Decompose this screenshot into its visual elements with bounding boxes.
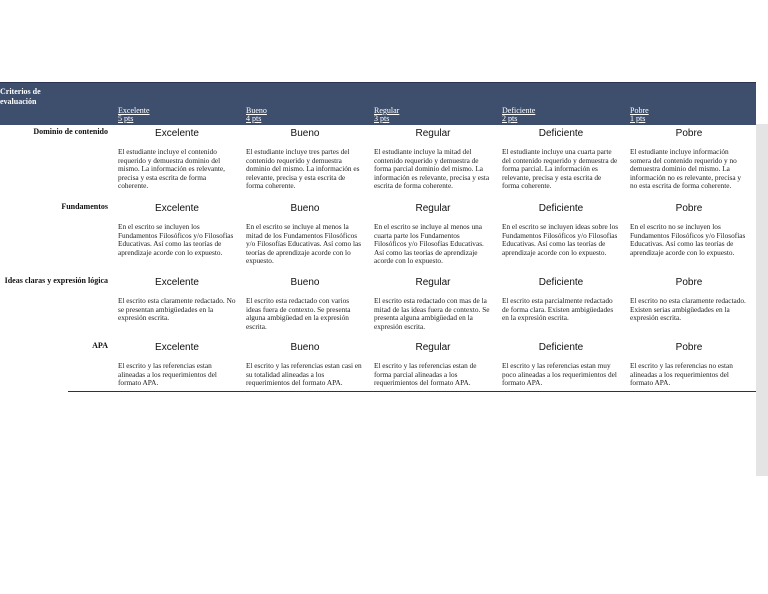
rating-cell[interactable] xyxy=(374,124,492,191)
rating-title: Deficiente xyxy=(538,342,584,353)
rating-title: Regular xyxy=(415,203,451,214)
rating-title: Regular xyxy=(415,342,451,353)
rating-cell[interactable] xyxy=(118,338,236,388)
rating-description: El estudiante incluye información somera del contenido requerido y no demuestra dominio del mismo. La información no es relevante, precisa y no esta escrita de forma coherente. xyxy=(630,147,742,191)
level-header-excelente xyxy=(118,107,228,123)
rating-description: En el escrito no se incluyen los Fundamentos Filosóficos y/o Filosofías Educativas. Así como las teorías de aprendizaje acorde con lo expuesto. xyxy=(630,222,746,257)
rating-title: Excelente xyxy=(155,203,199,214)
rating-description: En el escrito se incluye al menos la mitad de los Fundamentos Filosóficos y/o Filosofías Educativas. Así como las teorías de aprendizaje acorde con lo expuesto. xyxy=(246,222,362,266)
criteria-column-header: Criterios de evaluación xyxy=(0,87,41,106)
criterion-label: Fundamentos xyxy=(61,202,108,211)
rating-title: Regular xyxy=(415,277,451,288)
level-header-deficiente xyxy=(502,107,612,123)
rating-title: Pobre xyxy=(675,203,703,214)
rating-cell[interactable] xyxy=(630,273,748,323)
rating-cell[interactable] xyxy=(246,199,364,266)
rating-cell[interactable] xyxy=(246,273,364,331)
rating-title: Pobre xyxy=(675,277,703,288)
rating-cell[interactable] xyxy=(374,338,492,388)
level-header-bueno xyxy=(246,107,356,123)
rating-description: El escrito y las referencias estan alineadas a los requerimientos del formato APA. xyxy=(118,361,217,388)
level-points: 2 pts xyxy=(502,114,518,123)
rating-description: El escrito y las referencias estan muy poco alineadas a los requerimientos del formato APA. xyxy=(502,361,617,388)
table-bottom-border xyxy=(68,391,756,392)
level-header-regular xyxy=(374,107,484,123)
rating-cell[interactable] xyxy=(502,124,620,191)
rating-title: Excelente xyxy=(155,128,199,139)
rating-cell[interactable] xyxy=(502,338,620,388)
rating-title: Pobre xyxy=(675,342,703,353)
rating-title: Bueno xyxy=(290,277,320,288)
level-name: Deficiente xyxy=(502,106,536,115)
rating-cell[interactable] xyxy=(118,273,236,323)
level-header-pobre xyxy=(630,107,740,123)
rating-description: El escrito y las referencias estan casi en su totalidad alineadas a los requerimientos del formato APA. xyxy=(246,361,362,388)
rating-cell[interactable] xyxy=(246,338,364,388)
rating-cell[interactable] xyxy=(118,199,236,257)
rating-cell[interactable] xyxy=(374,273,492,331)
criterion-label: Dominio de contenido xyxy=(33,127,108,136)
rating-description: El estudiante incluye la mitad del contenido requerido y demuestra de forma parcial dominio del mismo. La información es relevante, precisa y esta escrita de forma coherente. xyxy=(374,147,490,191)
rating-description: El escrito no esta claramente redactado. Existen serias ambigüedades en la expresión escrita. xyxy=(630,296,746,323)
level-name: Regular xyxy=(374,106,400,115)
rating-cell[interactable] xyxy=(630,199,748,257)
rating-description: El estudiante incluye tres partes del contenido requerido y demuestra dominio del mismo. La información es relevante, precisa y esta escrita de forma coherente. xyxy=(246,147,360,191)
rating-description: El escrito esta redactado con varios ideas fuera de contexto. Se presenta alguna ambigüedad en la expresión escrita. xyxy=(246,296,351,331)
rating-description: El escrito esta parcialmente redactado de forma clara. Existen ambigüedades en la expresión escrita. xyxy=(502,296,614,323)
level-name: Bueno xyxy=(246,106,267,115)
rating-title: Deficiente xyxy=(538,277,584,288)
rating-title: Regular xyxy=(415,128,451,139)
rating-cell[interactable] xyxy=(374,199,492,266)
vertical-scrollbar[interactable] xyxy=(756,124,768,476)
rating-title: Deficiente xyxy=(538,203,584,214)
rating-description: El escrito esta claramente redactado. No se presentan ambigüedades en la expresión escrita. xyxy=(118,296,236,323)
rating-description: En el escrito se incluyen los Fundamentos Filosóficos y/o Filosofías Educativas. Así como las teorías de aprendizaje acorde con lo expuesto. xyxy=(118,222,234,257)
rating-cell[interactable] xyxy=(118,124,236,191)
rating-cell[interactable] xyxy=(630,338,748,388)
rating-cell[interactable] xyxy=(502,273,620,323)
level-points: 3 pts xyxy=(374,114,390,123)
rating-title: Deficiente xyxy=(538,128,584,139)
rating-title: Bueno xyxy=(290,128,320,139)
rating-description: El estudiante incluye el contenido requerido y demuestra dominio del mismo. La información es relevante, precisa y esta escrita de forma coherente. xyxy=(118,147,225,191)
rating-title: Bueno xyxy=(290,203,320,214)
level-points: 4 pts xyxy=(246,114,262,123)
level-points: 5 pts xyxy=(118,114,134,123)
level-points: 1 pts xyxy=(630,114,646,123)
criterion-label: APA xyxy=(92,341,108,350)
rating-cell[interactable] xyxy=(246,124,364,191)
criterion-label: Ideas claras y expresión lógica xyxy=(4,276,108,285)
rating-title: Pobre xyxy=(675,128,703,139)
rating-cell[interactable] xyxy=(502,199,620,257)
rating-description: En el escrito se incluyen ideas sobre los Fundamentos Filosóficos y/o Filosofías Educativas. Así como las teorías de aprendizaje acorde con lo expuesto. xyxy=(502,222,619,257)
rating-title: Excelente xyxy=(155,277,199,288)
rating-description: En el escrito se incluye al menos una cuarta parte los Fundamentos Filosóficos y/o Filosofías Educativas. Así como las teorías de aprendizaje acorde con lo expuesto. xyxy=(374,222,484,266)
rating-description: El escrito esta redactado con mas de la mitad de las ideas fuera de contexto. Se presenta alguna ambigüedad en la expresión escrita. xyxy=(374,296,490,331)
rating-title: Bueno xyxy=(290,342,320,353)
level-name: Excelente xyxy=(118,106,150,115)
rating-description: El escrito y las referencias estan de forma parcial alineadas a los requerimientos del formato APA. xyxy=(374,361,477,388)
rating-title: Excelente xyxy=(155,342,199,353)
rating-description: El estudiante incluye una cuarta parte del contenido requerido y demuestra de forma parcial. La información es relevante, precisa y esta escrita de forma coherente. xyxy=(502,147,618,191)
rating-description: El escrito y las referencias no estan alineadas a los requerimientos del formato APA. xyxy=(630,361,733,388)
level-name: Pobre xyxy=(630,106,649,115)
rubric-header xyxy=(0,82,756,125)
rating-cell[interactable] xyxy=(630,124,748,191)
